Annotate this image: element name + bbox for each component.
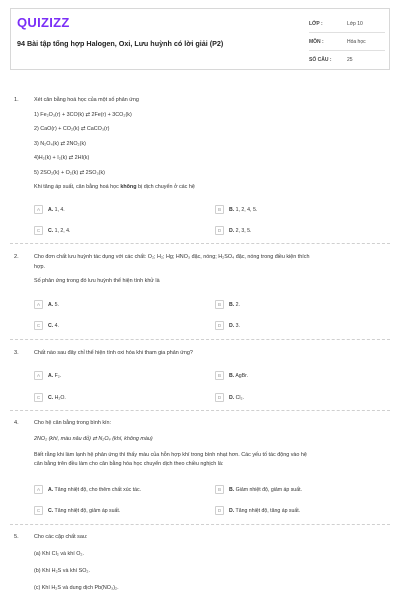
option-key: C. xyxy=(48,227,54,234)
option-d[interactable] xyxy=(215,392,244,403)
option-a[interactable] xyxy=(34,299,59,310)
question-text: Số phản ứng trong đó lưu huỳnh thể hiện tính khử là xyxy=(34,278,160,284)
option-letter: B xyxy=(215,371,224,380)
option-key: A. xyxy=(48,206,54,213)
divider xyxy=(10,524,390,525)
option-text: 1, 4. xyxy=(54,206,65,213)
question-text: 5) 2SO₂(k) + O₂(k) ⇄ 2SO₃(k) xyxy=(34,170,105,176)
option-letter: D xyxy=(215,321,224,330)
option-c[interactable] xyxy=(34,320,59,331)
option-c[interactable] xyxy=(34,505,120,516)
option-c[interactable] xyxy=(34,225,71,236)
option-key: D. xyxy=(229,227,235,234)
option-letter: B xyxy=(215,205,224,214)
option-b[interactable] xyxy=(215,484,302,495)
option-text: 2. xyxy=(235,301,240,308)
question-text: Cho hệ cân bằng trong bình kín: xyxy=(34,420,112,426)
divider xyxy=(10,339,390,340)
option-text: F₂. xyxy=(54,372,62,379)
option-key: A. xyxy=(48,301,54,308)
question-text: (b) Khí H₂S và khí SO₂. xyxy=(34,568,91,574)
meta-row-subject xyxy=(309,33,385,51)
option-text: Giảm nhiệt độ, giảm áp suất. xyxy=(235,486,302,493)
option-key: C. xyxy=(48,507,54,514)
option-letter: D xyxy=(215,506,224,515)
option-d[interactable] xyxy=(215,320,240,331)
question-text: Biết rằng khi làm lạnh hệ phản ứng thì thấy màu của hỗn hợp khí trong bình nhạt hơn. Các yếu tố tác động vào hệ xyxy=(34,452,307,458)
option-text: 2, 3, 5. xyxy=(235,227,252,234)
option-key: B. xyxy=(229,301,235,308)
option-letter: A xyxy=(34,300,43,309)
meta-value: Hóa học xyxy=(347,38,366,45)
option-text: 5. xyxy=(54,301,59,308)
question-text: 3) N₂O₄(k) ⇄ 2NO₂(k) xyxy=(34,141,86,147)
quizizz-logo: QUIZIZZ xyxy=(17,15,70,30)
option-b[interactable] xyxy=(215,370,248,381)
option-text: 4. xyxy=(54,322,59,329)
meta-table xyxy=(309,15,385,68)
question-text: 2NO₂ (khí, màu nâu đỏ) ⇄ N₂O₄ (khí, không màu) xyxy=(34,436,153,442)
option-letter: C xyxy=(34,226,43,235)
divider xyxy=(10,243,390,244)
option-letter: A xyxy=(34,205,43,214)
option-key: D. xyxy=(229,507,235,514)
option-a[interactable] xyxy=(34,204,65,215)
option-text: H₂O. xyxy=(54,394,66,401)
option-key: A. xyxy=(48,372,54,379)
option-key: D. xyxy=(229,394,235,401)
option-a[interactable] xyxy=(34,484,141,495)
question-number: 3. xyxy=(14,350,19,356)
question-text: (a) Khí Cl₂ và khí O₂. xyxy=(34,551,85,557)
meta-row-count xyxy=(309,51,385,68)
option-key: A. xyxy=(48,486,54,493)
question-text: Cho các cặp chất sau: xyxy=(34,534,88,540)
option-letter: A xyxy=(34,371,43,380)
question-text: Xét cân bằng hoá học của một số phản ứng xyxy=(34,97,139,103)
question-text: (c) Khí H₂S và dung dịch Pb(NO₃)₂. xyxy=(34,585,119,591)
question-text: hợp. xyxy=(34,264,46,270)
option-letter: A xyxy=(34,485,43,494)
option-key: B. xyxy=(229,206,235,213)
option-letter: C xyxy=(34,393,43,402)
option-d[interactable] xyxy=(215,505,300,516)
option-c[interactable] xyxy=(34,392,66,403)
option-letter: D xyxy=(215,226,224,235)
question-text: cân bằng trên đều làm cho cân bằng hóa học chuyển dịch theo chiều nghịch là: xyxy=(34,461,224,467)
option-letter: C xyxy=(34,506,43,515)
question-number: 4. xyxy=(14,420,19,426)
option-text: Tăng nhiệt độ, tăng áp suất. xyxy=(235,507,301,514)
question-text: 2) CaO(r) + CO₂(k) ⇄ CaCO₃(r) xyxy=(34,126,110,132)
worksheet-header xyxy=(10,8,390,70)
meta-label: MÔN : xyxy=(309,38,324,45)
option-letter: C xyxy=(34,321,43,330)
question-text: Chất nào sau đây chỉ thể hiện tính oxi hóa khi tham gia phản ứng? xyxy=(34,350,193,356)
question-text: Cho đơn chất lưu huỳnh tác dụng với các chất: O₂; H₂; Hg; HNO₃ đặc, nóng; H₂SO₄ đặc, nóng trong điều kiện thích xyxy=(34,254,310,260)
question-text: 4)H₂(k) + I₂(k) ⇄ 2HI(k) xyxy=(34,155,90,161)
option-text: 3. xyxy=(235,322,240,329)
meta-value: 25 xyxy=(347,56,353,63)
meta-label: LỚP : xyxy=(309,20,323,27)
option-d[interactable] xyxy=(215,225,252,236)
option-text: Tăng nhiệt độ, giảm áp suất. xyxy=(54,507,121,514)
question-number: 2. xyxy=(14,254,19,260)
meta-row-class xyxy=(309,15,385,33)
option-key: B. xyxy=(229,486,235,493)
option-text: 1, 2, 4, 5. xyxy=(235,206,258,213)
option-key: C. xyxy=(48,322,54,329)
option-text: Tăng nhiệt độ, cho thêm chất xúc tác. xyxy=(54,486,142,493)
meta-value: Lớp 10 xyxy=(347,20,363,27)
meta-label: SỐ CÂU : xyxy=(309,56,332,63)
option-letter: B xyxy=(215,485,224,494)
option-key: D. xyxy=(229,322,235,329)
option-text: Cl₂. xyxy=(235,394,244,401)
option-key: B. xyxy=(229,372,235,379)
option-text: 1, 2, 4. xyxy=(54,227,71,234)
option-text: AgBr. xyxy=(235,372,249,379)
option-b[interactable] xyxy=(215,204,257,215)
divider xyxy=(10,410,390,411)
option-letter: B xyxy=(215,300,224,309)
option-key: C. xyxy=(48,394,54,401)
question-number: 1. xyxy=(14,97,19,103)
option-letter: D xyxy=(215,393,224,402)
option-b[interactable] xyxy=(215,299,240,310)
question-text: Khi tăng áp suất, cân bằng hoá học không bị dịch chuyển ở các hệ xyxy=(34,184,195,190)
question-number: 5. xyxy=(14,534,19,540)
page-title: 94 Bài tập tổng hợp Halogen, Oxi, Lưu huỳnh có lời giải (P2) xyxy=(17,39,224,48)
option-a[interactable] xyxy=(34,370,61,381)
question-text: 1) Fe₂O₃(r) + 3CO(k) ⇄ 2Fe(r) + 3CO₂(k) xyxy=(34,112,132,118)
